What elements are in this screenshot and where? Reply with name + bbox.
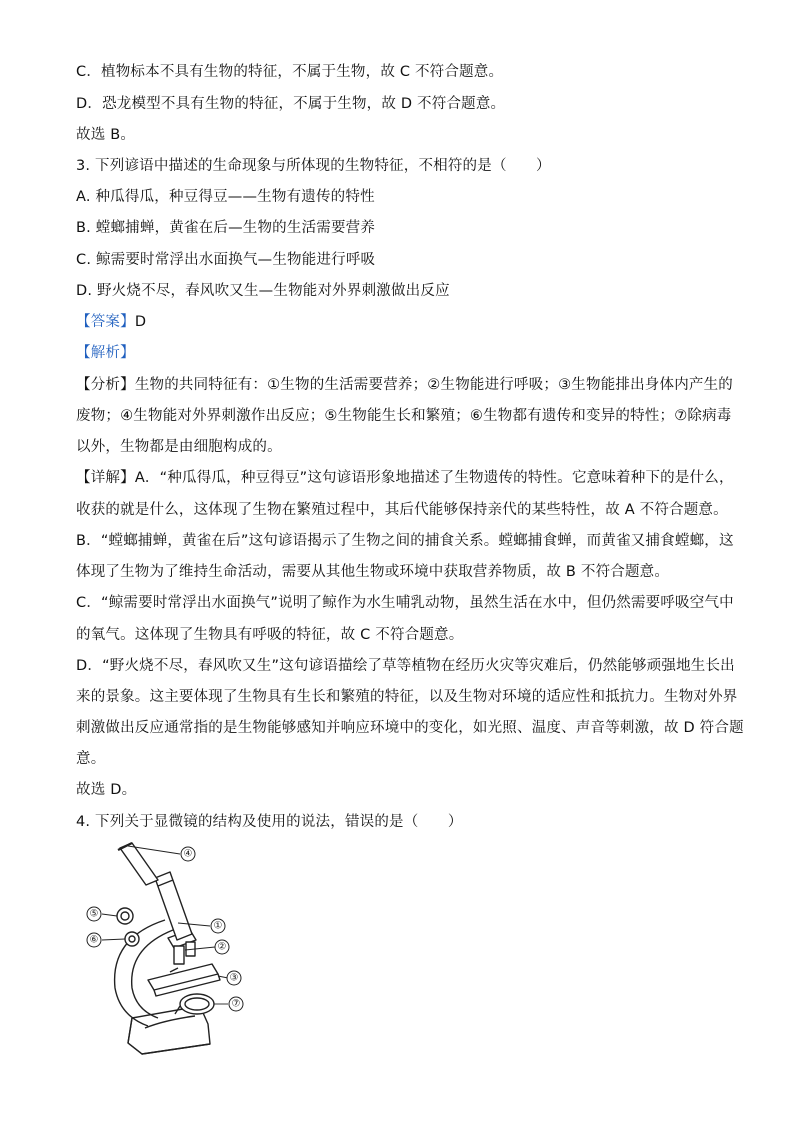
label-2: ② bbox=[217, 941, 227, 953]
analysis-line-3: 以外，生物都是由细胞构成的。 bbox=[76, 439, 282, 455]
label-3: ③ bbox=[229, 972, 239, 984]
previous-answer-conclusion: 故选 B。 bbox=[76, 127, 136, 143]
analysis-line-2: 废物；④生物能对外界刺激作出反应；⑤生物能生长和繁殖；⑥生物都有遗传和变异的特性；⑦除病毒 bbox=[76, 408, 732, 424]
label-7: ⑦ bbox=[231, 998, 241, 1010]
analysis-tag: 【分析】 bbox=[76, 377, 135, 393]
analysis-line-1 bbox=[76, 375, 734, 395]
answer-tag: 【答案】 bbox=[76, 314, 135, 330]
detail-line-5: C．“鲸需要时常浮出水面换气”说明了鲸作为水生哺乳动物，虽然生活在水中，但仍然需要呼吸空气中 bbox=[76, 595, 734, 611]
question-3-option-c: C. 鲸需要时常浮出水面换气—生物能进行呼吸 bbox=[76, 252, 376, 268]
question-3-option-b: B. 螳螂捕蝉，黄雀在后—生物的生活需要营养 bbox=[76, 220, 376, 236]
detail-line-3: B．“螳螂捕蝉，黄雀在后”这句谚语揭示了生物之间的捕食关系。螳螂捕食蝉，而黄雀又捕食螳螂，这 bbox=[76, 533, 734, 549]
label-6: ⑥ bbox=[89, 934, 99, 946]
label-1: ① bbox=[213, 920, 223, 932]
detail-line-2: 收获的就是什么，这体现了生物在繁殖过程中，其后代能够保持亲代的某些特性，故 A 不符合题意。 bbox=[76, 502, 728, 518]
detail-tag: 【详解】 bbox=[76, 470, 135, 486]
detail-text: A．“种瓜得瓜，种豆得豆”这句谚语形象地描述了生物遗传的特性。它意味着种下的是什么， bbox=[134, 470, 734, 486]
detail-line-6: 的氧气。这体现了生物具有呼吸的特征，故 C 不符合题意。 bbox=[76, 627, 464, 643]
analysis-heading: 【解析】 bbox=[76, 345, 135, 361]
answer-value: D bbox=[134, 314, 147, 330]
detail-line-10: 意。 bbox=[76, 751, 106, 767]
final-answer-conclusion: 故选 D。 bbox=[76, 782, 137, 798]
detail-line-4: 体现了生物为了维持生命活动，需要从其他生物或环境中获取营养物质，故 B 不符合题意。 bbox=[76, 564, 670, 580]
microscope-figure bbox=[70, 838, 260, 1063]
question-3-option-a: A. 种瓜得瓜，种豆得豆——生物有遗传的特性 bbox=[76, 189, 375, 205]
question-3-stem: 3. 下列谚语中描述的生命现象与所体现的生物特征，不相符的是（ ） bbox=[76, 158, 551, 174]
label-4: ④ bbox=[183, 848, 193, 860]
question-4-stem: 4. 下列关于显微镜的结构及使用的说法，错误的是（ ） bbox=[76, 814, 463, 830]
option-d-explanation: D．恐龙模型不具有生物的特征，不属于生物，故 D 不符合题意。 bbox=[76, 96, 506, 112]
detail-line-8: 来的景象。这主要体现了生物具有生长和繁殖的特征，以及生物对环境的适应性和抵抗力。生物对外界 bbox=[76, 689, 738, 705]
detail-line-9: 刺激做出反应通常指的是生物能够感知并响应环境中的变化，如光照、温度、声音等刺激，故 D 符合题 bbox=[76, 720, 744, 736]
detail-line-7: D．“野火烧不尽，春风吹又生”这句谚语描绘了草等植物在经历火灾等灾难后，仍然能够顽强地生长出 bbox=[76, 658, 735, 674]
question-3-option-d: D. 野火烧不尽，春风吹又生—生物能对外界刺激做出反应 bbox=[76, 283, 450, 299]
option-c-explanation: C．植物标本不具有生物的特征，不属于生物，故 C 不符合题意。 bbox=[76, 64, 504, 80]
detail-line-1 bbox=[76, 468, 734, 488]
label-5: ⑤ bbox=[89, 908, 99, 920]
analysis-text: 生物的共同特征有：①生物的生活需要营养；②生物能进行呼吸；③生物能排出身体内产生的 bbox=[134, 377, 734, 393]
microscope-illustration bbox=[70, 838, 260, 1063]
answer-line bbox=[76, 312, 716, 332]
